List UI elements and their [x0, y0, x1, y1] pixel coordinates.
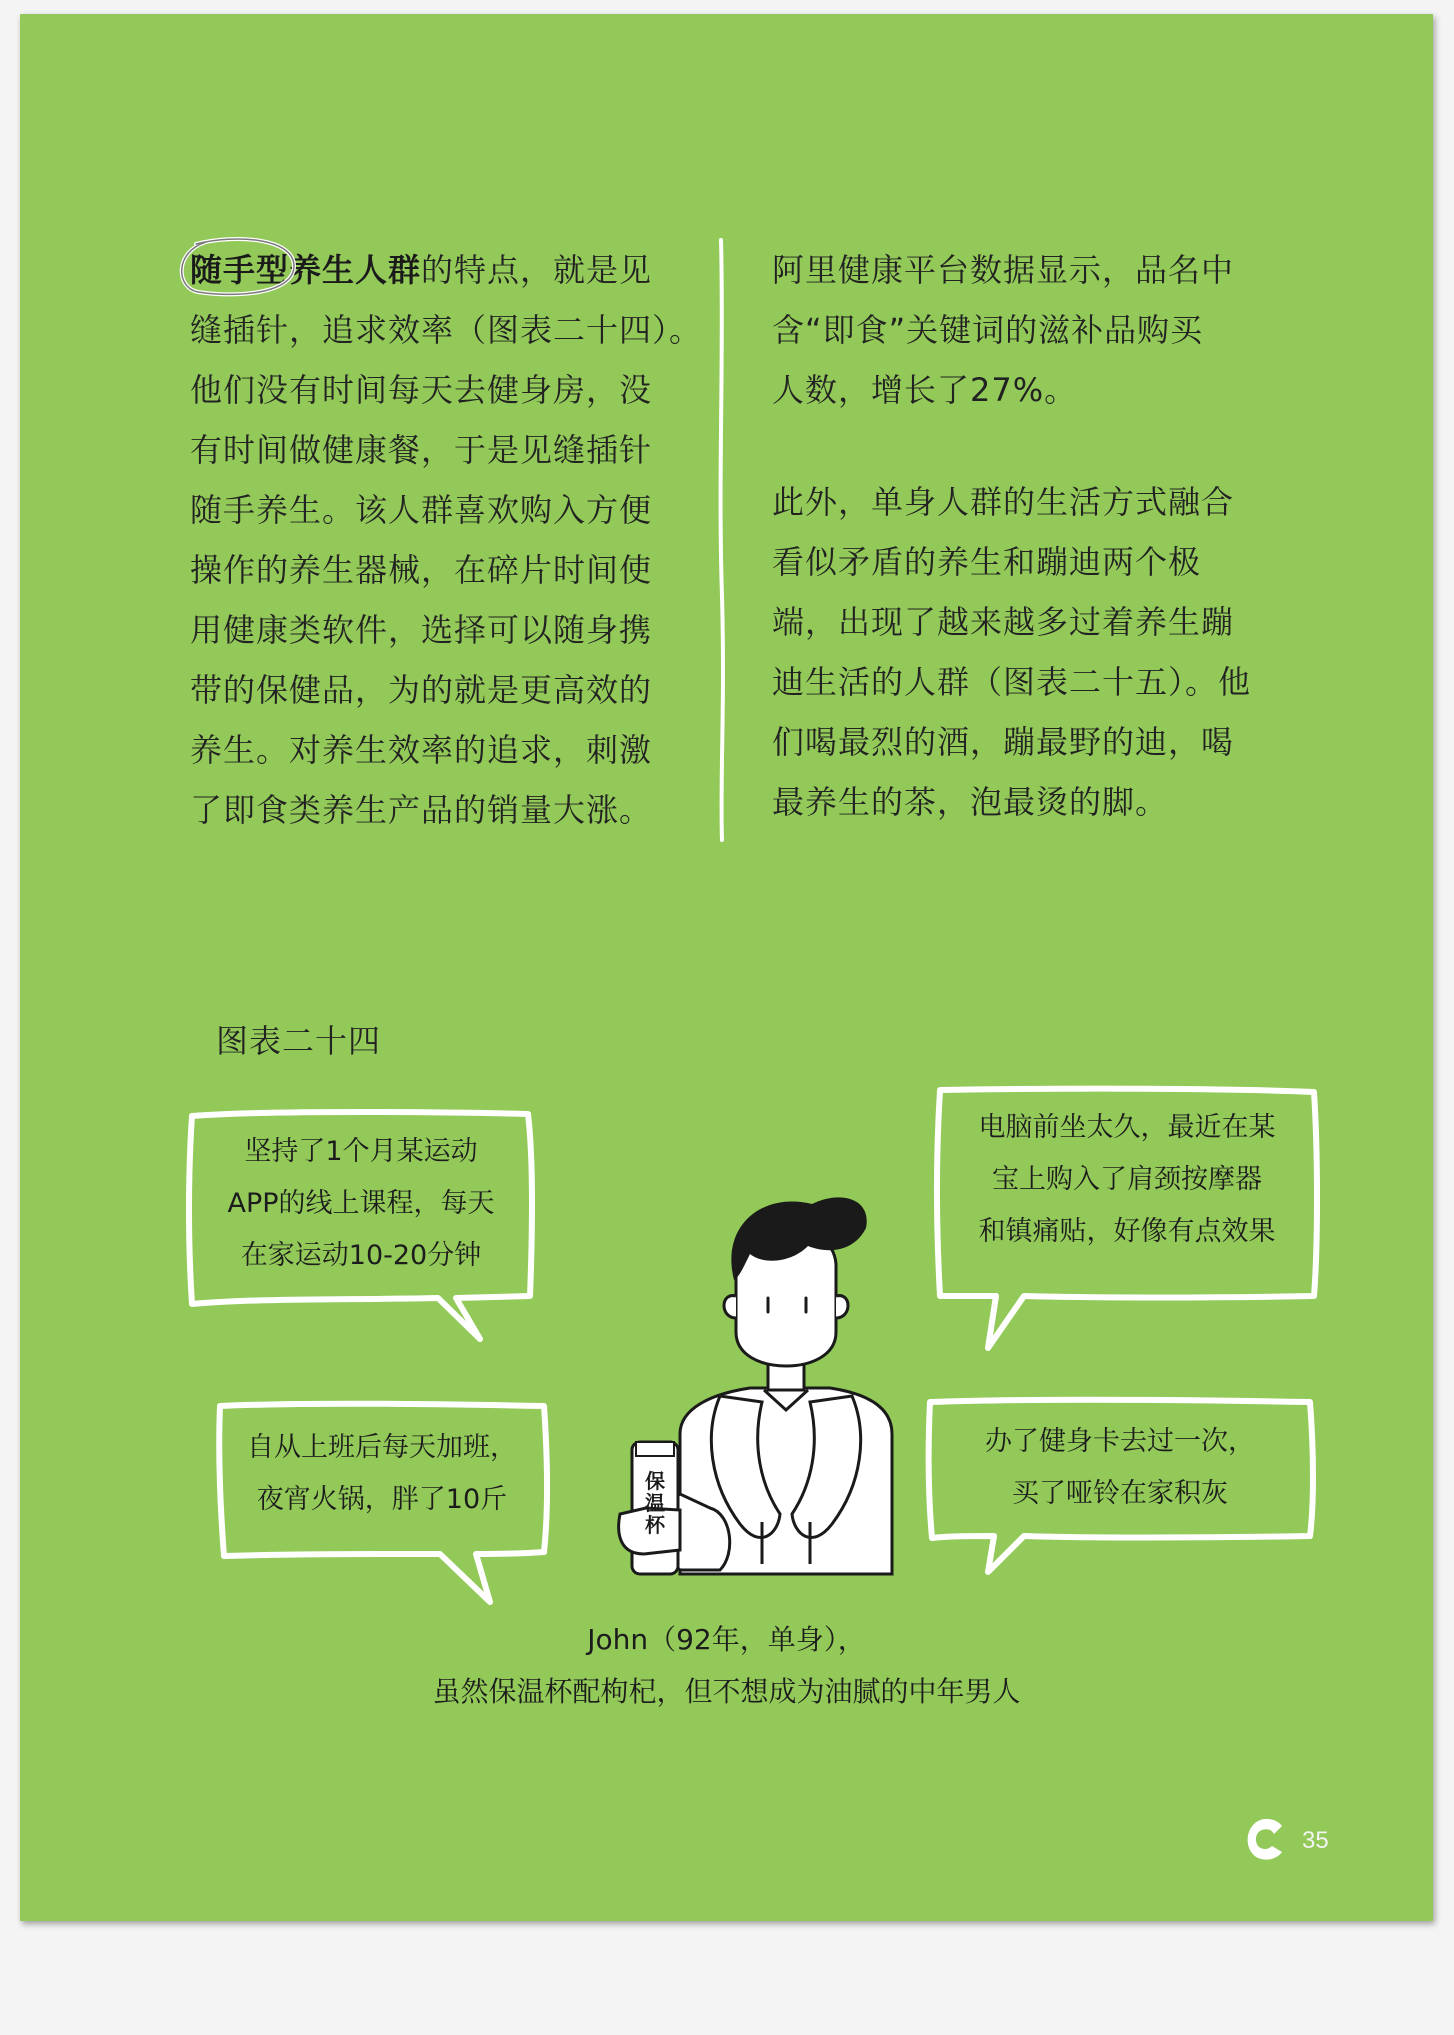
- right-line: 含“即食”关键词的滋补品购买: [772, 311, 1204, 349]
- caption-line: 虽然保温杯配枸杞，但不想成为油腻的中年男人: [432, 1675, 1021, 1708]
- chart-title: 图表二十四: [216, 1022, 382, 1060]
- bubble-line: 买了哑铃在家积灰: [1012, 1478, 1228, 1509]
- right-line: 看似矛盾的养生和蹦迪两个极: [772, 543, 1202, 581]
- figure-caption: [20, 1614, 1433, 1718]
- highlight-rest-text: 养生人群: [289, 251, 422, 289]
- left-line: 用健康类软件，选择可以随身携: [190, 611, 653, 649]
- left-line: 随手养生。该人群喜欢购入方便: [190, 491, 653, 529]
- bubble-line: APP的线上课程，每天: [227, 1188, 495, 1219]
- bottle-label-char: 保: [645, 1469, 665, 1493]
- left-line: 了即食类养生产品的销量大涨。: [190, 791, 653, 829]
- right-line: 迪生活的人群（图表二十五）。他: [772, 663, 1252, 701]
- left-line: 缝插针，追求效率（图表二十四）。: [190, 311, 703, 349]
- left-line: 有时间做健康餐，于是见缝插针: [190, 431, 653, 469]
- first-line-tail: 的特点，就是见: [421, 251, 653, 289]
- bubble-line: 在家运动10-20分钟: [240, 1240, 482, 1271]
- left-line: 养生。对养生效率的追求，刺激: [190, 731, 653, 769]
- page: [20, 14, 1433, 1921]
- right-line: 们喝最烈的酒，蹦最野的迪，喝: [772, 723, 1235, 761]
- bubble-text-top-right: [944, 1102, 1310, 1258]
- caption-line: John（92年，单身），: [587, 1623, 866, 1656]
- left-line: 带的保健品，为的就是更高效的: [190, 671, 653, 709]
- bubble-line: 夜宵火锅，胖了10斤: [256, 1484, 508, 1515]
- bubble-text-bottom-left: [224, 1422, 540, 1526]
- right-line: 人数，增长了27%。: [772, 371, 1078, 409]
- bubble-line: 办了健身卡去过一次，: [985, 1426, 1255, 1457]
- left-line: 操作的养生器械，在碎片时间使: [190, 551, 653, 589]
- page-number: 35: [1302, 1827, 1329, 1854]
- highlight-circled-text: 随手型: [190, 251, 290, 289]
- bubble-line: 和镇痛贴，好像有点效果: [978, 1216, 1276, 1247]
- bottle-label-char: 温: [645, 1491, 665, 1515]
- bottle-label-char: 杯: [645, 1513, 665, 1537]
- bubble-line: 电脑前坐太久，最近在某: [978, 1112, 1276, 1143]
- bubble-line: 宝上购入了肩颈按摩器: [992, 1164, 1262, 1195]
- left-line: 他们没有时间每天去健身房，没: [190, 371, 653, 409]
- c-logo-icon: [1242, 1814, 1292, 1864]
- right-line: 此外，单身人群的生活方式融合: [772, 483, 1235, 521]
- bubble-line: 自从上班后每天加班，: [247, 1432, 517, 1463]
- right-line: 端，出现了越来越多过着养生蹦: [772, 603, 1235, 641]
- right-line: 阿里健康平台数据显示，品名中: [772, 251, 1235, 289]
- bubble-text-top-left: [198, 1126, 524, 1282]
- bubble-line: 坚持了1个月某运动: [244, 1136, 478, 1167]
- bubble-text-bottom-right: [934, 1416, 1306, 1520]
- bottle-label: [633, 1470, 677, 1536]
- right-line: 最养生的茶，泡最烫的脚。: [772, 783, 1169, 821]
